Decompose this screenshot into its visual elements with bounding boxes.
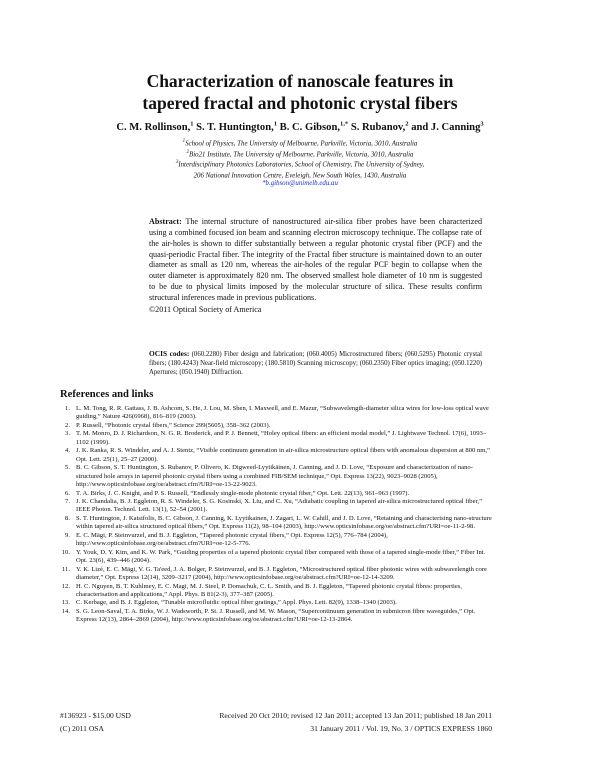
reference-item (60, 447, 492, 464)
reference-number: 11. (62, 565, 70, 573)
reference-item (60, 430, 492, 447)
title-line-1: Characterization of nanoscale features in (146, 71, 454, 91)
reference-number: 8. (65, 514, 70, 522)
reference-text: Y. K. Lizé, E. C. Mägi, V. G. Ta'eed, J. A. Bolger, P. Steinvurzel, and B. J. Eggleton, “Microstructured optical fiber photonic wires with subwavelength core diameter,” Opt. Express 12(14), 3209–3217 (2004), http://www.opticsinfobase.org/oe/abstract.cfm?URI=oe-12-14-3209. (76, 565, 487, 582)
reference-text: L. M. Tong, R. R. Gattass, J. B. Ashcom, S. He, J. Lou, M. Shen, I. Maxwell, and E. Mazur, “Subwavelength-diameter silica wires for low-loss optical wave guiding,” Nature 426(6968), 816–819 (2003). (76, 405, 489, 421)
references-heading: References and links (60, 389, 154, 400)
reference-number: 12. (61, 582, 70, 590)
reference-item (60, 464, 492, 489)
author: S. Rubanov,$^2$ (350, 120, 409, 133)
reference-number: 3. (65, 430, 70, 438)
reference-item (60, 608, 492, 625)
reference-number: 4. (65, 447, 70, 455)
corresponding-email-link[interactable]: *b.gibson@unimelb.edu.au (262, 180, 338, 188)
affiliation: 206 National Innovation Centre, Eveleigh, New South Wales, 1430, Australia (193, 172, 407, 180)
reference-text: C. Kerbage, and B. J. Eggleton, “Tunable microfluidic optical fiber gratings,” Appl. Phys. Lett. 82(9), 1338–1340 (2003). (76, 599, 397, 607)
reference-text: S. T. Huntington, J. Katsifolis, B. C. Gibson, J. Canning, K. Lyytikainen, J. Zagari, L. W. Cahill, and J. D. Love, “Retaining and characterising nano-structure within tapered air-silica structured optical fibers,” Opt. Express 11(2), 98–104 (2003), http://www.opticsinfobase.org/oe/abstract.cfm?URI=oe-11-2-98. (76, 514, 492, 531)
paper-title (60, 70, 540, 114)
reference-text: T. M. Monro, D. J. Richardson, N. G. R. Broderick, and P. J. Bennett, “Holey optical fibers: an efficient modal model,” J. Lightwave Technol. 17(6), 1093–1102 (1999). (76, 430, 487, 446)
reference-number: 1. (65, 405, 70, 412)
reference-number: 2. (65, 421, 70, 429)
reference-number: 13. (61, 599, 70, 607)
reference-number: 6. (65, 489, 70, 497)
reference-text: Y. Youk, D. Y. Kim, and K. W. Park, “Guiding properties of a tapered photonic crystal fiber compared with those of a tapered single-mode fiber,” Fiber Int. Opt. 23(6), 439–446 (2004). (76, 548, 486, 565)
manuscript-id: #136923 - $15.00 USD (60, 711, 131, 720)
reference-item (60, 498, 492, 515)
reference-number: 10. (61, 548, 70, 556)
copyright-osa: (C) 2011 OSA (60, 724, 105, 733)
reference-number: 14. (61, 607, 70, 615)
reference-number: 9. (65, 531, 70, 539)
reference-text: H. C. Nguyen, B. T. Kuhlmey, E. C. Magi, M. J. Steel, P. Domachuk, C. L. Smith, and B. J. Eggleton, “Tapered photonic crystal fibres: properties, characterisation and applications,” Appl. Phys. B 81(2-3), 377–387 (2005). (76, 582, 463, 598)
reference-list (60, 405, 492, 625)
copyright-line: ©2011 Optical Society of America (149, 304, 262, 314)
reference-text: E. C. Mägi, P. Steinvurzel, and B. J. Eggleton, “Tapered photonic crystal fibers,” Opt. Express 12(5), 776–784 (2004), http://www.opticsinfobase.org/oe/abstract.cfm?URI=oe-12-5-776. (76, 531, 388, 548)
reference-item (60, 515, 492, 532)
affiliations (120, 138, 480, 189)
reference-item (60, 532, 492, 549)
reference-text: J. K. Ranka, R. S. Windeler, and A. J. Stentz, “Visible continuum generation in air-silica microstructure optical fibers with anomalous dispersion at 800 nm,” Opt. Lett. 25(1), 25–27 (2000). (76, 447, 490, 463)
affiliation: $^3$Interdisciplinary Photonics Laboratories, School of Chemistry, The University of Sydney, (175, 160, 425, 169)
ocis-codes (149, 349, 482, 378)
reference-text: P. Russell, “Photonic crystal fibers,” Science 299(5605), 358–362 (2003). (76, 421, 271, 429)
author: B. C. Gibson,$^{1,*}$ (279, 120, 349, 133)
reference-item (60, 422, 492, 430)
ocis-label: OCIS codes: (149, 349, 190, 358)
reference-item (60, 583, 492, 600)
reference-item (60, 566, 492, 583)
affiliation: $^1$School of Physics, The University of Melbourne, Parkville, Victoria, 3010, Australia (182, 139, 418, 148)
reference-item (60, 549, 492, 566)
abstract-text: The internal structure of nanostructured air-silica fiber probes have been characterized using a combined focused ion beam and scanning electron microscopy technique. The collapse rate of the air-holes is shown to differ substantially between a regular photonic crystal fiber (PCF) and the quasi-periodic Fractal fiber. The integrity of the Fractal fiber structure is maintained down to an outer diameter as small as 120 nm, whereas the air-holes of the regular PCF begin to collapse when the outer diameter is approximately 820 nm. The observed smallest hole diameter of 10 nm is suggested to be due to physical limits imposed by the molecular structure of silica. These results confirm structural inferences made in previous publications. (149, 217, 482, 302)
author-list (30, 120, 570, 133)
author: and J. Canning$^3$ (411, 120, 484, 133)
affiliation: $^2$Bio21 Institute, The University of Melbourne, Parkville, Victoria, 3010, Australia (186, 149, 414, 158)
reference-text: B. C. Gibson, S. T. Huntington, S. Rubanov, P. Olivero, K. Digweed-Lyytikäinen, J. Canning, and J. D. Love, “Exposure and characterization of nano-structured hole arrays in tapered photonic crystal fibers using a combined FIB/SEM technique,” Opt. Express 13(22), 9023–9028 (2005), http://www.opticsinfobase.org/oe/abstract.cfm?URI=oe-13-22-9023. (76, 464, 473, 489)
author: C. M. Rollinson,$^1$ (116, 120, 194, 133)
reference-item (60, 599, 492, 607)
reference-text: T. A. Birks, J. C. Knight, and P. S. Russell, “Endlessly single-mode photonic crystal fiber,” Opt. Lett. 22(13), 961–963 (1997). (76, 489, 410, 497)
ocis-text: (060.2280) Fiber design and fabrication; (060.4005) Microstructured fibers; (060.5295) Photonic crystal fibers; (180.4243) Near-field microscopy; (180.5810) Scanning microscopy; (060.2350) Fiber optics imaging; (050.1220) Apertures; (050.1940) Diffraction. (149, 351, 483, 377)
publication-history: Received 20 Oct 2010; revised 12 Jan 2011; accepted 13 Jan 2011; published 18 Jan 2011 (219, 711, 492, 720)
reference-text: J. K. Chandalia, B. J. Eggleton, R. S. Windeler, S. G. Kosinski, X. Liu, and C. Xu, “Adiabatic coupling in tapered air-silica microstructured optical fiber,” IEEE Photon. Technol. Lett. 13(1), 52–54 (2001). (76, 497, 483, 514)
title-line-2: tapered fractal and photonic crystal fibers (142, 93, 458, 113)
reference-item (60, 405, 492, 422)
reference-text: S. G. Leon-Saval, T. A. Birks, W. J. Wadsworth, P. St. J. Russell, and M. W. Mason, “Supercontinuum generation in submicron fibre waveguides,” Opt. Express 12(13), 2864–2869 (2004), http://www.opticsinfobase.org/oe/abstract.cfm?URI=oe-12-13-2864. (76, 607, 476, 624)
abstract (149, 217, 482, 316)
author: S. T. Huntington,$^1$ (196, 120, 278, 133)
reference-item (60, 490, 492, 498)
reference-number: 5. (65, 464, 70, 472)
journal-citation: 31 January 2011 / Vol. 19, No. 3 / OPTICS EXPRESS 1860 (310, 724, 492, 733)
abstract-body (149, 217, 482, 304)
abstract-label: Abstract: (149, 217, 182, 226)
reference-number: 7. (65, 497, 70, 505)
